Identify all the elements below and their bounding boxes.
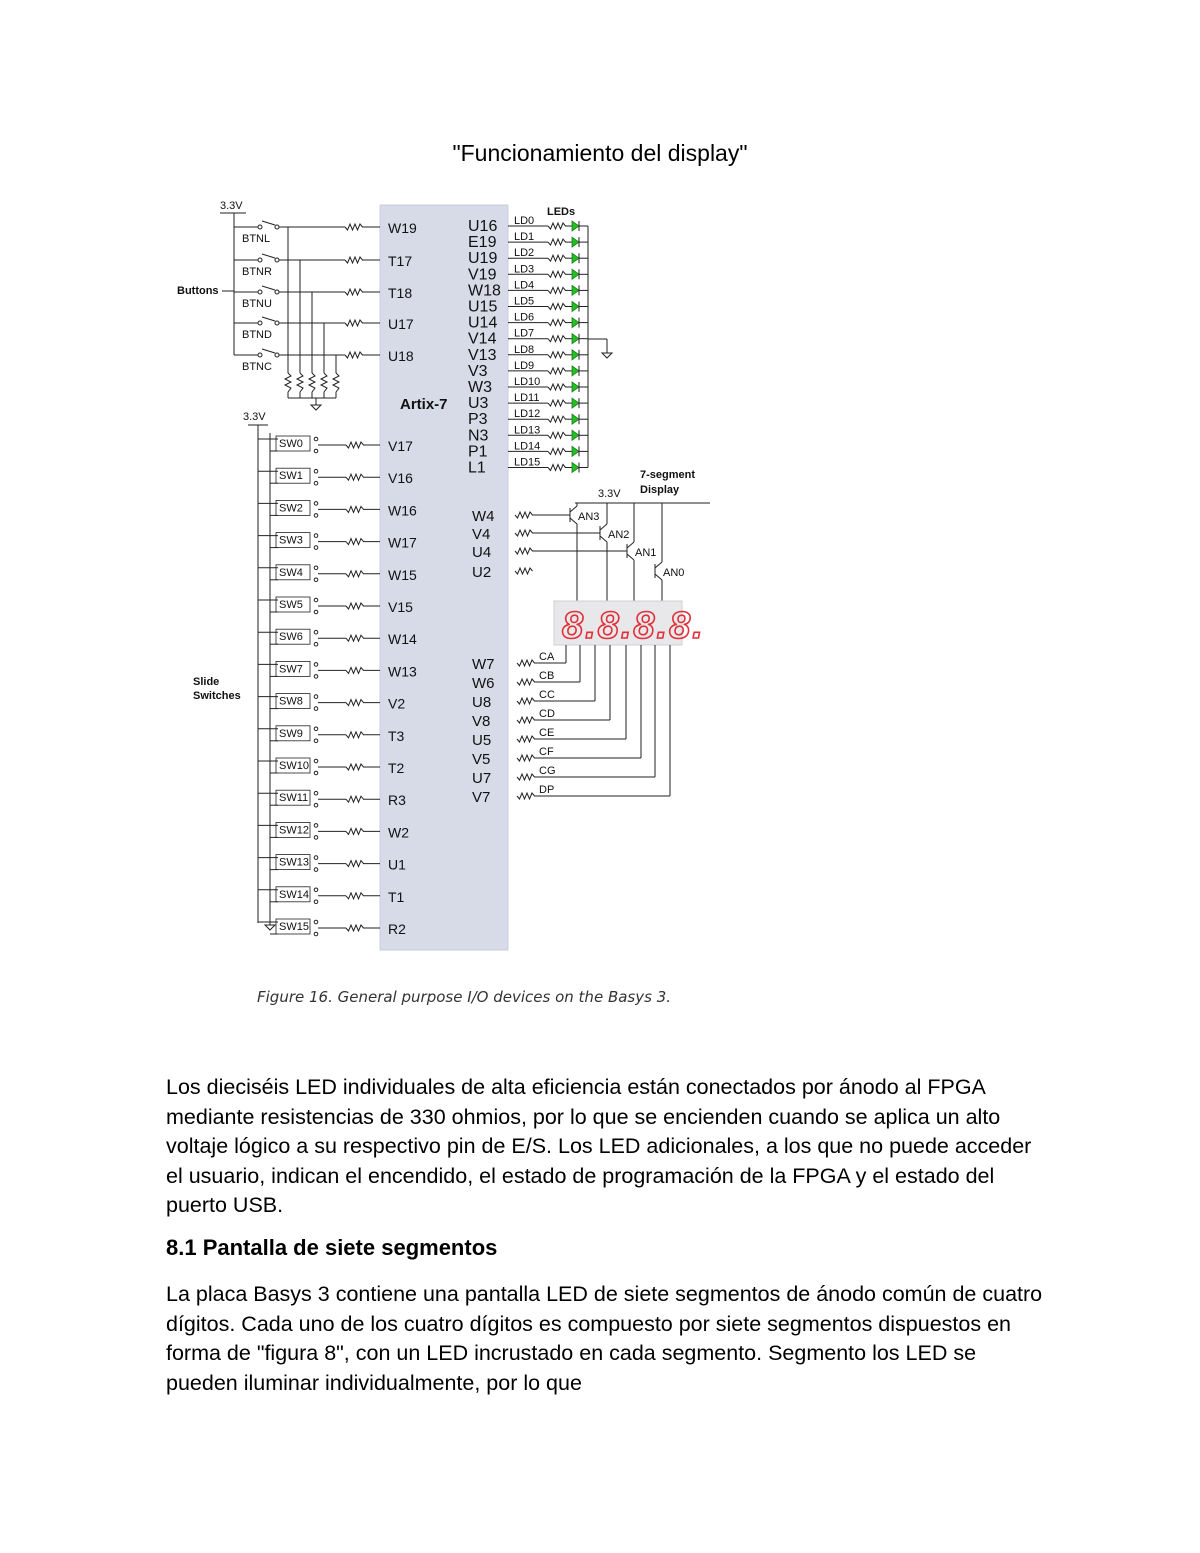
switch-resistor <box>346 925 364 931</box>
switches-label-line1: Slide <box>193 676 220 688</box>
switch-label-sw5: SW5 <box>279 599 303 611</box>
switch-contact <box>314 534 318 538</box>
cathode-resistor <box>517 660 535 666</box>
cathode-label-cc: CC <box>539 689 555 701</box>
cathode-resistor <box>517 698 535 704</box>
switch-contact <box>314 502 318 506</box>
led-label-ld8: LD8 <box>514 343 535 356</box>
led-pin-u19: U19 <box>468 250 498 268</box>
cathode-label-cf: CF <box>539 746 554 758</box>
switch-contact <box>314 449 318 453</box>
led-pin-u3: U3 <box>468 395 489 413</box>
led-resistor <box>548 352 566 358</box>
led-diode-ld1 <box>572 237 579 247</box>
led-label-ld4: LD4 <box>514 279 535 292</box>
cathode-label-ca: CA <box>539 651 555 663</box>
button-contact <box>258 225 262 229</box>
figure-caption: Figure 16. General purpose I/O devices on the Basys 3. <box>257 988 672 1006</box>
led-resistor <box>548 271 566 277</box>
anode-pin-u4: U4 <box>472 544 492 561</box>
switch-contact <box>314 630 318 634</box>
led-diode-ld9 <box>572 366 579 376</box>
led-diode-ld15 <box>572 463 579 473</box>
button-label-btnl: BTNL <box>242 233 271 245</box>
anode-label-an2: AN2 <box>608 529 630 541</box>
led-pin-n3: N3 <box>468 427 489 445</box>
cathode-resistor <box>517 679 535 685</box>
cathode-label-ce: CE <box>539 727 555 739</box>
button-pin-t17: T17 <box>388 253 413 269</box>
led-diode-ld2 <box>572 253 579 263</box>
cathode-pin-u8: U8 <box>472 694 492 711</box>
anode-label-an1: AN1 <box>635 547 657 559</box>
led-resistor <box>548 368 566 374</box>
switch-resistor <box>346 539 364 545</box>
switch-contact <box>314 900 318 904</box>
button-contact <box>275 321 279 325</box>
switch-contact <box>314 803 318 807</box>
switch-resistor <box>346 700 364 706</box>
switch-label-sw8: SW8 <box>279 695 303 708</box>
anode-pin-v4: V4 <box>472 526 491 543</box>
led-diode-ld14 <box>572 446 579 456</box>
led-diode-ld7 <box>572 334 579 344</box>
led-pin-w18: W18 <box>468 282 501 300</box>
led-resistor <box>548 304 566 310</box>
button-resistor <box>345 320 363 326</box>
led-label-ld2: LD2 <box>514 247 535 260</box>
cathode-label-cb: CB <box>539 670 555 682</box>
led-resistor <box>548 400 566 406</box>
switch-label-sw1: SW1 <box>279 470 303 483</box>
button-contact <box>258 321 262 325</box>
cathode-pin-v8: V8 <box>472 713 491 730</box>
led-label-ld6: LD6 <box>514 311 535 324</box>
switch-contact <box>314 836 318 840</box>
section-heading: 8.1 Pantalla de siete segmentos <box>166 1235 498 1260</box>
led-diode-ld11 <box>572 398 579 408</box>
switch-contact <box>314 932 318 936</box>
switch-pin-w17: W17 <box>388 534 417 551</box>
button-contact <box>275 353 279 357</box>
switch-contact <box>314 727 318 731</box>
led-resistor <box>548 384 566 390</box>
cathode-resistor <box>517 774 535 780</box>
led-pin-v13: V13 <box>468 346 497 364</box>
display-label-2: Display <box>640 484 680 496</box>
switch-pin-v16: V16 <box>388 470 413 487</box>
button-pin-w19: W19 <box>388 220 417 236</box>
pulldown-resistor <box>297 373 303 392</box>
switch-pin-w15: W15 <box>388 566 417 583</box>
switch-resistor <box>346 506 364 512</box>
led-pin-v3: V3 <box>468 362 488 380</box>
button-pin-t18: T18 <box>388 285 413 301</box>
transistor-emitter <box>570 506 577 512</box>
switch-contact <box>314 642 318 646</box>
switch-contact <box>314 739 318 743</box>
switch-contact <box>314 707 318 711</box>
switch-pin-w2: W2 <box>388 824 409 841</box>
button-lever <box>262 286 275 290</box>
cathode-pin-w7: W7 <box>472 656 495 673</box>
switches-label-line2: Switches <box>193 690 241 702</box>
switch-contact <box>314 675 318 679</box>
display-label-1: 7-segment <box>640 469 696 481</box>
switch-label-sw2: SW2 <box>279 502 303 515</box>
button-resistor <box>345 224 363 230</box>
switch-pin-r3: R3 <box>388 792 406 809</box>
switch-resistor <box>346 635 364 641</box>
anode-pin-u2: U2 <box>472 564 492 581</box>
led-pin-u16: U16 <box>468 218 498 235</box>
led-resistor <box>548 255 566 261</box>
switch-contact <box>314 481 318 485</box>
switch-contact <box>314 566 318 570</box>
led-resistor <box>548 287 566 293</box>
led-pin-v19: V19 <box>468 266 497 284</box>
button-label-btnd: BTND <box>242 329 272 341</box>
cathode-resistor <box>517 755 535 761</box>
led-pin-p3: P3 <box>468 411 488 429</box>
anode-label-an0: AN0 <box>663 567 685 579</box>
button-contact <box>258 290 262 294</box>
switch-contact <box>314 824 318 828</box>
button-resistor <box>345 352 363 358</box>
switch-contact <box>314 610 318 614</box>
display-voltage-label: 3.3V <box>598 488 621 500</box>
buttons-voltage-label: 3.3V <box>220 200 243 212</box>
switch-resistor <box>346 893 364 899</box>
led-resistor <box>548 448 566 454</box>
cathode-pin-u7: U7 <box>472 770 492 787</box>
pulldown-resistor <box>309 373 315 392</box>
switch-label-sw0: SW0 <box>279 438 303 450</box>
switch-resistor <box>346 442 364 448</box>
led-diode-ld6 <box>572 318 579 328</box>
led-label-ld14: LD14 <box>514 440 541 453</box>
button-pin-u18: U18 <box>388 348 414 364</box>
switch-resistor <box>346 796 364 802</box>
switch-resistor <box>346 474 364 480</box>
anode-resistor <box>515 568 533 574</box>
switch-pin-t3: T3 <box>388 727 405 744</box>
anode-resistor <box>515 530 533 536</box>
led-label-ld13: LD13 <box>514 424 541 437</box>
led-resistor <box>548 336 566 342</box>
led-label-ld9: LD9 <box>514 359 535 372</box>
switch-contact <box>314 546 318 550</box>
led-label-ld12: LD12 <box>514 408 541 421</box>
led-pin-w3: W3 <box>468 379 492 396</box>
ground-symbol <box>602 353 612 358</box>
switch-resistor <box>346 667 364 673</box>
leds-label: LEDs <box>547 206 576 218</box>
transistor-collector <box>570 518 577 524</box>
cathode-pin-v5: V5 <box>472 751 491 768</box>
anode-resistor <box>515 548 533 554</box>
switch-contact <box>314 598 318 602</box>
cathode-pin-w6: W6 <box>472 675 495 692</box>
led-label-ld10: LD10 <box>514 376 541 388</box>
anode-pin-w4: W4 <box>472 508 495 525</box>
switch-contact <box>314 920 318 924</box>
switch-pin-v2: V2 <box>388 695 406 712</box>
led-pin-e19: E19 <box>468 234 497 252</box>
switch-contact <box>314 791 318 795</box>
cathode-resistor <box>517 793 535 799</box>
switch-contact <box>314 856 318 860</box>
led-resistor <box>548 432 566 438</box>
button-label-btnu: BTNU <box>242 298 272 310</box>
switch-contact <box>314 695 318 699</box>
switch-contact <box>314 888 318 892</box>
button-contact <box>275 258 279 262</box>
switch-label-sw6: SW6 <box>279 631 303 644</box>
led-pin-v14: V14 <box>468 330 497 348</box>
switch-resistor <box>346 571 364 577</box>
pulldown-resistor <box>333 373 339 392</box>
led-label-ld5: LD5 <box>514 295 535 308</box>
switch-label-sw9: SW9 <box>279 727 303 740</box>
button-label-btnr: BTNR <box>242 266 272 278</box>
led-pin-u15: U15 <box>468 298 498 316</box>
ground-symbol <box>265 925 275 930</box>
switch-contact <box>314 663 318 667</box>
switch-pin-r2: R2 <box>388 921 406 937</box>
led-diode-ld5 <box>572 302 579 312</box>
switch-contact <box>314 514 318 518</box>
transistor-collector <box>627 554 634 560</box>
buttons-label: Buttons <box>177 285 219 297</box>
led-label-ld1: LD1 <box>514 231 535 244</box>
page-title: "Funcionamiento del display" <box>452 140 748 166</box>
cathode-resistor <box>517 717 535 723</box>
transistor-emitter <box>627 542 634 548</box>
button-contact <box>275 290 279 294</box>
paragraph-leds: Los dieciséis LED individuales de alta eficiencia están conectados por ánodo al FPGA mediante resistencias de 330 ohmios, por lo que se encienden cuando se aplica un alto voltaje lógico a su respectivo pin de E/S. Los LED adicionales, a los que no puede acceder el usuario, indican el encendido, el estado de programación de la FPGA y el estado del puerto USB. <box>166 1075 1032 1217</box>
button-contact <box>258 353 262 357</box>
switch-resistor <box>346 764 364 770</box>
led-diode-ld8 <box>572 350 579 360</box>
led-pin-p1: P1 <box>468 443 488 461</box>
led-resistor <box>548 239 566 245</box>
basys3-io-diagram <box>170 195 730 970</box>
switch-pin-t1: T1 <box>388 888 405 905</box>
switch-resistor <box>346 732 364 738</box>
button-contact <box>258 258 262 262</box>
button-label-btnc: BTNC <box>242 361 272 373</box>
switch-contact <box>314 868 318 872</box>
button-contact <box>275 225 279 229</box>
button-lever <box>262 221 275 225</box>
switch-label-sw14: SW14 <box>279 888 309 901</box>
led-diode-ld12 <box>572 414 579 424</box>
cathode-label-cd: CD <box>539 708 555 720</box>
cathode-label-dp: DP <box>539 784 555 796</box>
pulldown-resistor <box>285 373 291 392</box>
switch-label-sw4: SW4 <box>279 566 303 579</box>
switch-contact <box>314 437 318 441</box>
switch-pin-u1: U1 <box>388 856 406 873</box>
switch-contact <box>314 469 318 473</box>
led-label-ld3: LD3 <box>514 263 535 276</box>
led-diode-ld10 <box>572 382 579 392</box>
led-label-ld0: LD0 <box>514 215 535 227</box>
led-label-ld15: LD15 <box>514 456 541 469</box>
switch-pin-v15: V15 <box>388 599 413 615</box>
led-diode-ld4 <box>572 285 579 295</box>
switch-resistor <box>346 603 364 609</box>
pulldown-resistor <box>321 373 327 392</box>
cathode-resistor <box>517 736 535 742</box>
button-lever <box>262 317 275 321</box>
button-resistor <box>345 257 363 263</box>
chip-label: Artix-7 <box>400 396 448 413</box>
switch-label-sw13: SW13 <box>279 856 309 869</box>
switch-label-sw10: SW10 <box>279 760 309 772</box>
switch-contact <box>314 759 318 763</box>
button-lever <box>262 254 275 258</box>
switch-contact <box>314 578 318 582</box>
cathode-label-cg: CG <box>539 765 556 777</box>
cathode-pin-v7: V7 <box>472 789 491 806</box>
led-resistor <box>548 465 566 471</box>
transistor-collector <box>655 574 662 580</box>
led-resistor <box>548 416 566 422</box>
switch-label-sw3: SW3 <box>279 534 303 547</box>
transistor-emitter <box>655 562 662 568</box>
switches-voltage-label: 3.3V <box>243 411 266 423</box>
switch-pin-w16: W16 <box>388 502 417 519</box>
switch-pin-w13: W13 <box>388 663 417 680</box>
led-diode-ld13 <box>572 430 579 440</box>
switch-pin-w14: W14 <box>388 631 417 648</box>
button-pin-u17: U17 <box>388 316 414 332</box>
switch-resistor <box>346 828 364 834</box>
led-pin-l1: L1 <box>468 459 486 477</box>
transistor-collector <box>600 536 607 542</box>
cathode-pin-u5: U5 <box>472 732 492 749</box>
switch-label-sw15: SW15 <box>279 921 309 933</box>
led-resistor <box>548 223 566 229</box>
ground-symbol <box>311 405 321 410</box>
switch-label-sw7: SW7 <box>279 663 303 676</box>
switch-label-sw12: SW12 <box>279 824 309 837</box>
led-resistor <box>548 320 566 326</box>
anode-resistor <box>515 512 533 518</box>
switch-pin-t2: T2 <box>388 760 405 776</box>
seven-segment-digits: 8.8.8.8. <box>562 605 705 647</box>
switch-contact <box>314 771 318 775</box>
led-pin-u14: U14 <box>468 314 498 332</box>
switch-resistor <box>346 861 364 867</box>
paragraph-seven-segment: La placa Basys 3 contiene una pantalla LED de siete segmentos de ánodo común de cuatro dígitos. Cada uno de los cuatro dígitos es compuesto por siete segmentos dispuestos en forma de "figura 8", con un LED incrustado en cada segmento. Segmento los LED se pueden iluminar individualmente, por lo que <box>166 1282 1043 1395</box>
switch-pin-v17: V17 <box>388 438 413 454</box>
anode-label-an3: AN3 <box>578 511 600 523</box>
transistor-emitter <box>600 524 607 530</box>
button-lever <box>262 349 275 353</box>
led-diode-ld0 <box>572 221 579 231</box>
led-diode-ld3 <box>572 269 579 279</box>
switch-label-sw11: SW11 <box>279 792 309 805</box>
button-resistor <box>345 289 363 295</box>
led-label-ld7: LD7 <box>514 327 535 340</box>
led-label-ld11: LD11 <box>514 392 540 405</box>
